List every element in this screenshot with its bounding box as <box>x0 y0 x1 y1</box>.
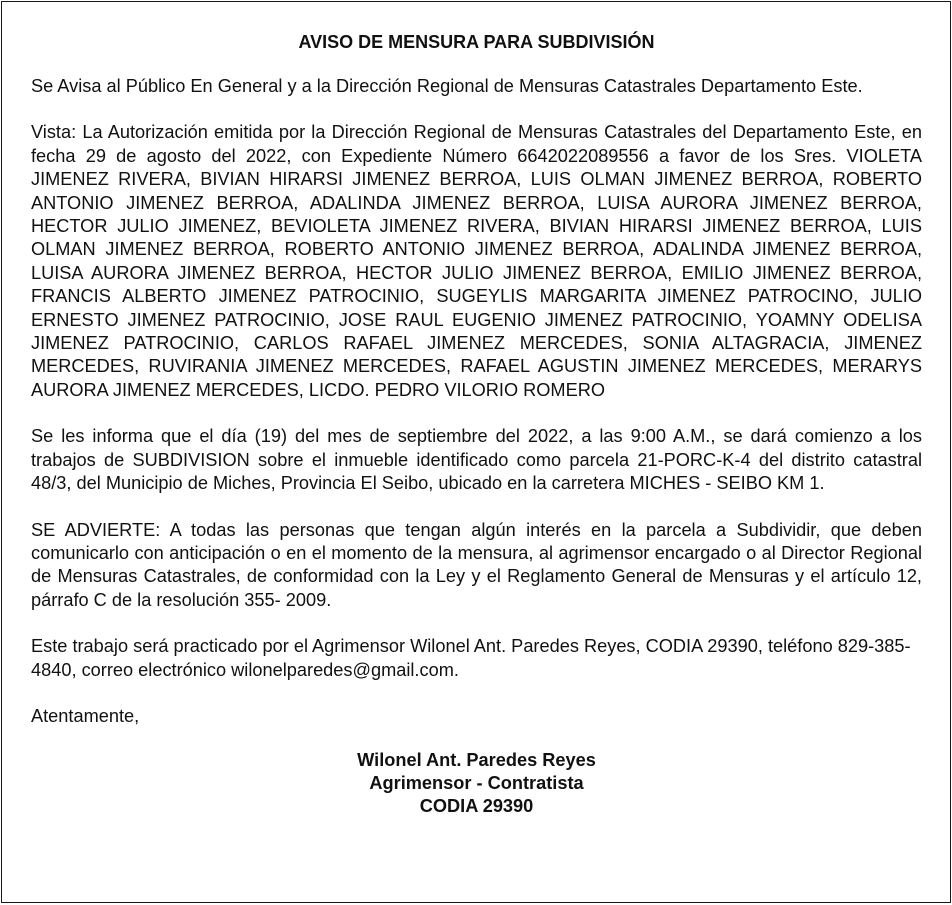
warning-paragraph: SE ADVIERTE: A todas las personas que tengan algún interés en la parcela a Subdividir, que deben comunicarlo con anticipación o en el momento de la mensura, al agrimensor encargado o al Director Regional de Mensuras Catastrales, de conformidad con la Ley y el Reglamento General de Mensuras y el artículo 12, párrafo C de la resolución 355- 2009. <box>31 519 922 610</box>
signature-name: Wilonel Ant. Paredes Reyes <box>357 750 596 771</box>
signature-role: Agrimensor - Contratista <box>369 773 584 794</box>
intro-paragraph: Se Avisa al Público En General y a la Dirección Regional de Mensuras Catastrales Departamento Este. <box>31 76 863 96</box>
signature-block <box>31 749 922 818</box>
closing-text: Atentamente, <box>31 705 140 726</box>
notice-title: AVISO DE MENSURA PARA SUBDIVISIÓN <box>298 32 655 52</box>
signature-codia: CODIA 29390 <box>419 796 534 817</box>
authorization-paragraph: Vista: La Autorización emitida por la Dirección Regional de Mensuras Catastrales del Departamento Este, en fecha 29 de agosto del 2022, con Expediente Número 6642022089556 a favor de los Sres. VIOLETA JIMENEZ RIVERA, BIVIAN HIRARSI JIMENEZ BERROA, LUIS OLMAN JIMENEZ BERROA, ROBERTO ANTONIO JIMENEZ BERROA, ADALINDA JIMENEZ BERROA, LUISA AURORA JIMENEZ BERROA, HECTOR JULIO JIMENEZ, BEVIOLETA JIMENEZ RIVERA, BIVIAN HIRARSI JIMENEZ BERROA, LUIS OLMAN JIMENEZ BERROA, ROBERTO ANTONIO JIMENEZ BERROA, ADALINDA JIMENEZ BERROA, LUISA AURORA JIMENEZ BERROA, HECTOR JULIO JIMENEZ BERROA, EMILIO JIMENEZ BERROA, FRANCIS ALBERTO JIMENEZ PATROCINIO, SUGEYLIS MARGARITA JIMENEZ PATROCINO, JULIO ERNESTO JIMENEZ PATROCINIO, JOSE RAUL EUGENIO JIMENEZ PATROCINIO, YOAMNY ODELISA JIMENEZ PATROCINIO, CARLOS RAFAEL JIMENEZ MERCEDES, SONIA ALTAGRACIA, JIMENEZ MERCEDES, RUVIRANIA JIMENEZ MERCEDES, RAFAEL AGUSTIN JIMENEZ MERCEDES, MERARYS AURORA JIMENEZ MERCEDES, LICDO. PEDRO VILORIO ROMERO <box>31 122 922 400</box>
notice-box <box>1 1 951 903</box>
schedule-paragraph: Se les informa que el día (19) del mes de septiembre del 2022, a las 9:00 A.M., se dará comienzo a los trabajos de SUBDIVISION sobre el inmueble identificado como parcela 21-PORC-K-4 del distrito catastral 48/3, del Municipio de Miches, Provincia El Seibo, ubicado en la carretera MICHES - SEIBO KM 1. <box>31 426 922 494</box>
contact-paragraph: Este trabajo será practicado por el Agrimensor Wilonel Ant. Paredes Reyes, CODIA 29390, teléfono 829-385-4840, correo electrónico wilonelparedes@gmail.com. <box>31 636 911 680</box>
